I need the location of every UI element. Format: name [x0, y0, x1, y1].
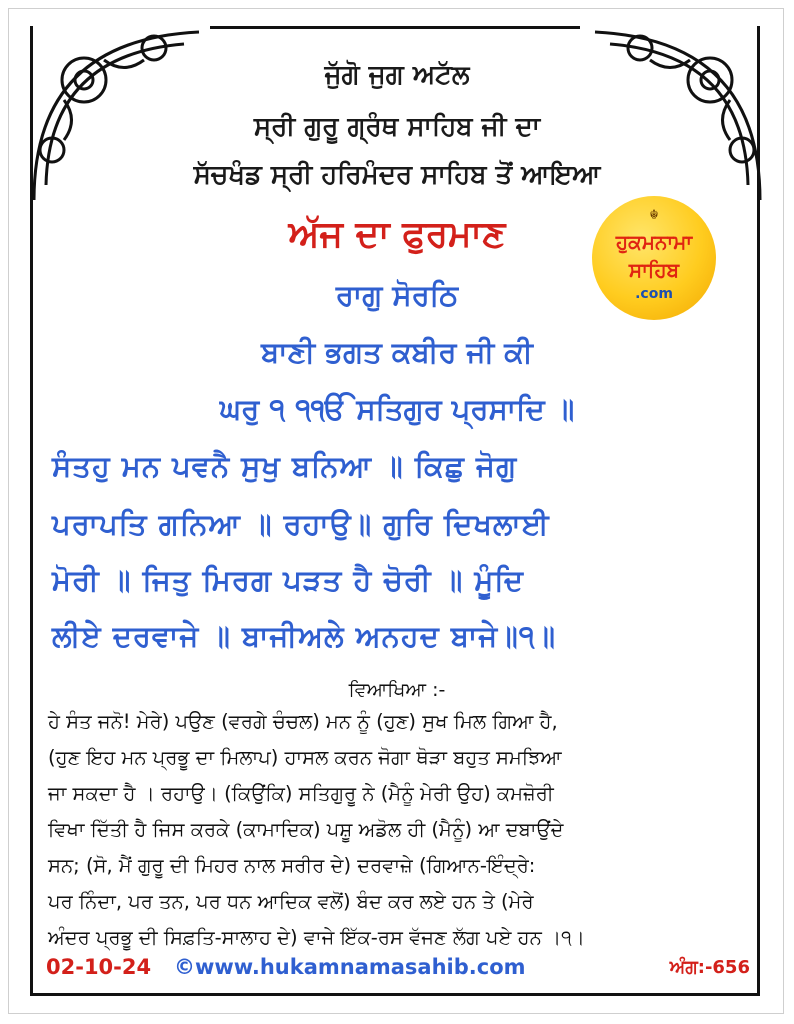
raag-heading: ਰਾਗੁ ਸੋਰਠਿ	[335, 278, 459, 312]
explanation-line-5: ਸਨ; (ਸੋ, ਮੈਂ ਗੁਰੂ ਦੀ ਮਿਹਰ ਨਾਲ ਸਰੀਰ ਦੇ) ਦਰਵਾਜ਼ੇ (ਗਿਆਨ-ਇੰਦ੍ਰੇ:	[48, 854, 536, 877]
footer	[46, 955, 750, 987]
page-title: ਅੱਜ ਦਾ ਫੁਰਮਾਣ	[288, 214, 506, 255]
explanation-line-2: (ਹੁਣ ਇਹ ਮਨ ਪ੍ਰਭੂ ਦਾ ਮਿਲਾਪ) ਹਾਸਲ ਕਰਨ ਜੋਗਾ ਥੋੜਾ ਬਹੁਤ ਸਮਝਿਆ	[48, 746, 562, 769]
verse-line-4: ਲੀਏ ਦਰਵਾਜੇ ॥ ਬਾਜੀਅਲੇ ਅਨਹਦ ਬਾਜੇ॥੧॥	[52, 619, 557, 653]
explanation-label: ਵਿਆਖਿਆ :-	[348, 679, 446, 701]
logo-text-2: ਸਾਹਿਬ	[628, 258, 680, 282]
bani-heading: ਬਾਣੀ ਭਗਤ ਕਬੀਰ ਜੀ ਕੀ	[261, 335, 533, 369]
explanation-line-3: ਜਾ ਸਕਦਾ ਹੈ । ਰਹਾਉ। (ਕਿਉਂਕਿ) ਸਤਿਗੁਰੂ ਨੇ (ਮੈਨੂੰ ਮੇਰੀ ਉਹ) ਕਮਜ਼ੋਰੀ	[48, 782, 554, 805]
explanation-line-1: ਹੇ ਸੰਤ ਜਨੋ! ਮੇਰੇ) ਪਉਣ (ਵਰਗੇ ਚੰਚਲ) ਮਨ ਨੂੰ (ਹੁਣ) ਸੁਖ ਮਿਲ ਗਿਆ ਹੈ,	[48, 710, 558, 733]
verse-line-2: ਪਰਾਪਤਿ ਗਨਿਆ ॥ ਰਹਾਉ॥ ਗੁਰਿ ਦਿਖਲਾਈ	[52, 507, 550, 541]
footer-ang-number: ਅੰਗ:-656	[669, 957, 750, 978]
logo-text-1: ਹੁਕਮਨਾਮਾ	[615, 230, 693, 254]
explanation-line-6: ਪਰ ਨਿੰਦਾ, ਪਰ ਤਨ, ਪਰ ਧਨ ਆਦਿਕ ਵਲੋਂ) ਬੰਦ ਕਰ ਲਏ ਹਨ ਤੇ (ਮੇਰੇ	[48, 890, 534, 913]
logo-text-3: .com	[635, 286, 673, 302]
border-top	[210, 26, 580, 29]
explanation-line-4: ਵਿਖਾ ਦਿੱਤੀ ਹੈ ਜਿਸ ਕਰਕੇ (ਕਾਮਾਦਿਕ) ਪਸ਼ੂ ਅਡੋਲ ਹੀ (ਮੈਨੂੰ) ਆ ਦਬਾਉਂਦੇ	[48, 818, 564, 841]
ghar-heading: ਘਰੁ ੧ ੧ੴ ਸਤਿਗੁਰ ਪ੍ਰਸਾਦਿ ॥	[219, 392, 575, 426]
footer-website-link[interactable]: ©www.hukamnamasahib.com	[174, 955, 526, 979]
footer-date: 02-10-24	[46, 955, 152, 979]
explanation-line-7: ਅੰਦਰ ਪ੍ਰਭੂ ਦੀ ਸਿਫ਼ਤਿ-ਸਾਲਾਹ ਦੇ) ਵਾਜੇ ਇੱਕ-ਰਸ ਵੱਜਣ ਲੱਗ ਪਏ ਹਨ ।੧।	[48, 926, 585, 949]
header-line-2: ਸ੍ਰੀ ਗੁਰੂ ਗ੍ਰੰਥ ਸਾਹਿਬ ਜੀ ਦਾ	[253, 112, 541, 142]
verse-line-1: ਸੰਤਹੁ ਮਨ ਪਵਨੈ ਸੁਖੁ ਬਨਿਆ ॥ ਕਿਛੁ ਜੋਗੁ	[52, 449, 518, 483]
header-line-1: ਜੁੱਗੋ ਜੁਗ ਅਟੱਲ	[324, 60, 470, 90]
header-line-3: ਸੱਚਖੰਡ ਸ੍ਰੀ ਹਰਿਮੰਦਰ ਸਾਹਿਬ ਤੋਂ ਆਇਆ	[193, 160, 601, 190]
khanda-icon: ☬	[649, 208, 659, 223]
verse-line-3: ਮੋਰੀ ॥ ਜਿਤੁ ਮਿਰਗ ਪੜਤ ਹੈ ਚੋਰੀ ॥ ਮੂੰਦਿ	[52, 563, 524, 597]
